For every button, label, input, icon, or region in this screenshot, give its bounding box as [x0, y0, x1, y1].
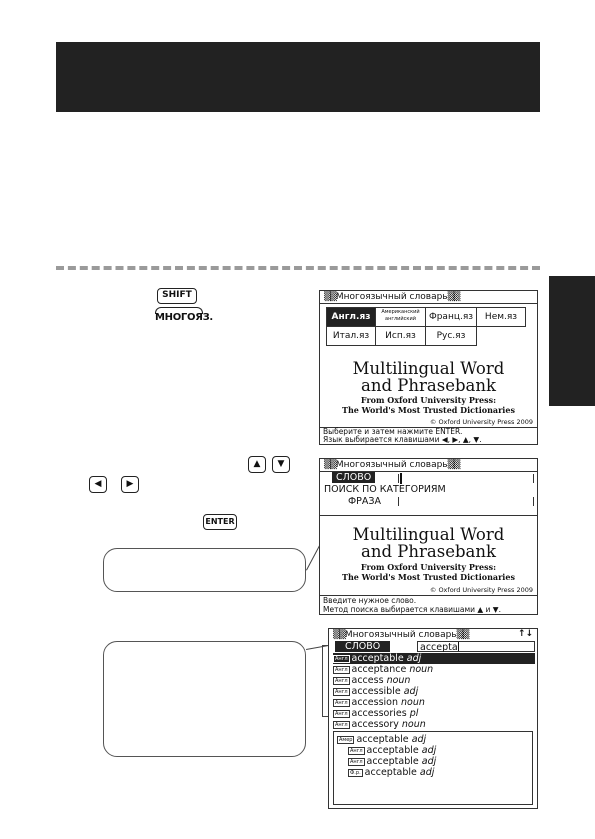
hint-line2: Метод поиска выбирается клавишами ▲ и ▼. [323, 605, 501, 614]
phrase-mode-label[interactable]: ФРАЗА [348, 496, 381, 507]
text-cursor [400, 473, 402, 484]
copyright: © Oxford University Press 2009 [429, 418, 533, 426]
side-tab [549, 276, 595, 406]
right-arrow-key[interactable]: ▶ [121, 476, 139, 493]
result-item[interactable]: Англ acceptance noun [335, 664, 434, 675]
result-item[interactable]: Англ access noun [335, 675, 411, 686]
lcd-screen-search-results [328, 628, 538, 809]
word-label: СЛОВО [332, 472, 375, 483]
hint-line1: Введите нужное слово. [323, 596, 417, 605]
translation-preview [333, 731, 533, 805]
preview-item: Ф.р. acceptable adj [350, 767, 435, 778]
book-title-line2: and Phrasebank [361, 542, 496, 561]
callout-box-2 [103, 641, 306, 757]
preview-item: Англ acceptable adj [350, 756, 437, 767]
result-item[interactable]: Англ accessory noun [335, 719, 426, 730]
text-cursor [458, 642, 459, 651]
book-title-line2: and Phrasebank [361, 376, 496, 395]
screen-title: Многоязычный словарь [335, 460, 448, 470]
search-input[interactable] [417, 641, 535, 652]
up-arrow-key[interactable]: ▲ [248, 456, 266, 473]
category-search-label[interactable]: ПОИСК ПО КАТЕГОРИЯМ [324, 484, 446, 495]
screen-title: Многоязычный словарь [335, 292, 448, 302]
shift-key[interactable]: SHIFT [157, 288, 197, 304]
section-divider [56, 266, 540, 270]
preview-item: Амер acceptable adj [339, 734, 427, 745]
book-title-line1: Multilingual Word [352, 359, 505, 378]
screen-title-bar: ▒▒Многоязычный словарь▒▒ [320, 291, 537, 304]
phrase-input[interactable] [398, 497, 534, 506]
lang-english[interactable]: Англ.яз [326, 307, 376, 327]
word-mode-label[interactable] [332, 472, 375, 483]
result-item[interactable]: Англ acceptable adj [333, 653, 535, 664]
word-input[interactable] [398, 474, 534, 483]
screen-title-bar: ▒▒Многоязычный словарь▒▒ [333, 630, 469, 640]
word-mode-label[interactable] [335, 641, 390, 652]
screen-title: Многоязычный словарь [344, 630, 457, 640]
lang-french[interactable]: Франц.яз [425, 307, 477, 327]
publisher-line2: The World's Most Trusted Dictionaries [342, 405, 515, 415]
divider [320, 515, 537, 516]
result-item[interactable]: Англ accession noun [335, 697, 425, 708]
publisher-line2: The World's Most Trusted Dictionaries [342, 572, 515, 582]
down-arrow-key[interactable]: ▼ [272, 456, 290, 473]
hint-line1: Выберите и затем нажмите ENTER. [323, 427, 463, 436]
hint-line2: Язык выбирается клавишами ◀, ▶, ▲, ▼. [323, 435, 482, 444]
preview-item: Англ acceptable adj [350, 745, 437, 756]
left-arrow-key[interactable]: ◀ [89, 476, 107, 493]
copyright: © Oxford University Press 2009 [429, 586, 533, 594]
result-item[interactable]: Англ accessories pl [335, 708, 419, 719]
publisher-line1: From Oxford University Press: [360, 562, 497, 572]
scroll-indicator-icon: ↑↓ [517, 629, 533, 639]
header-banner [56, 42, 540, 112]
lang-german[interactable]: Нем.яз [476, 307, 526, 327]
word-label: СЛОВО [335, 641, 390, 652]
callout-bracket [322, 645, 323, 716]
book-title-line1: Multilingual Word [352, 525, 505, 544]
enter-key[interactable]: ENTER [203, 514, 237, 530]
screen-title-bar: ▒▒Многоязычный словарь▒▒ [320, 459, 537, 472]
callout-box [103, 548, 306, 592]
search-query: accepta [420, 642, 458, 653]
lang-american-english[interactable]: Американский английский [375, 307, 426, 327]
result-item[interactable]: Англ accessible adj [335, 686, 419, 697]
lcd-screen-language-select [319, 290, 538, 445]
multilang-key[interactable]: МНОГОЯЗ. [155, 312, 213, 323]
lcd-screen-search-mode [319, 458, 538, 615]
lang-spanish[interactable]: Исп.яз [375, 326, 426, 346]
lang-russian[interactable]: Рус.яз [425, 326, 477, 346]
publisher-line1: From Oxford University Press: [360, 395, 497, 405]
lang-italian[interactable]: Итал.яз [326, 326, 376, 346]
